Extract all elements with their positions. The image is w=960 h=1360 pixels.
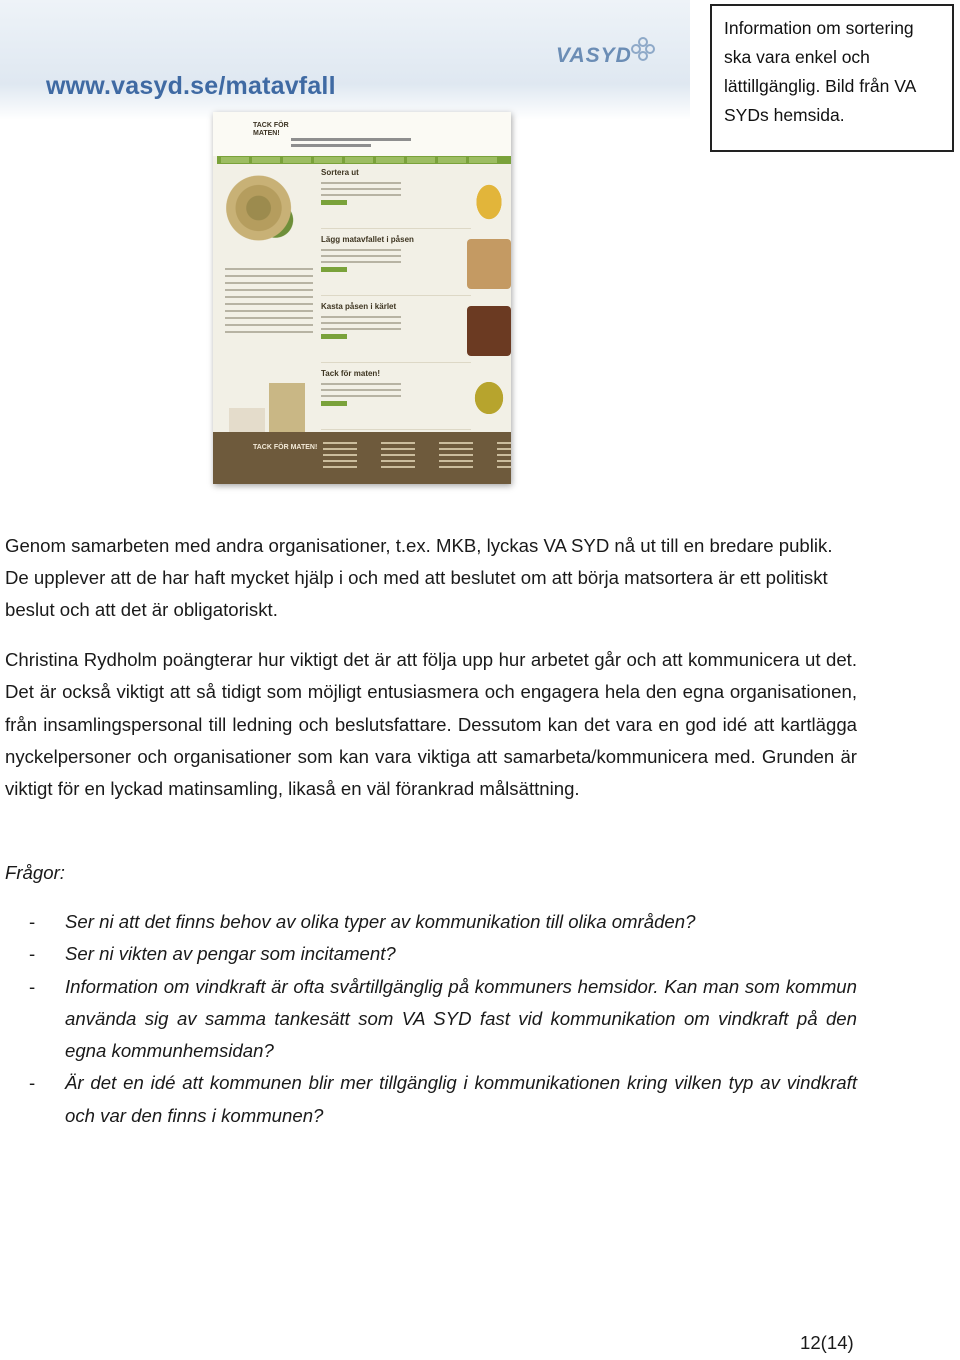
site-card [321,235,471,296]
site-nav-bar [217,156,511,164]
site-card [321,168,471,229]
site-card-button [321,401,347,406]
list-item [5,971,857,1068]
paper-bag-image [467,239,511,289]
site-main-column [321,168,471,436]
website-screenshot [213,112,511,484]
vasyd-logo [556,40,656,72]
site-sidebar-text [225,268,313,338]
site-card-title: Tack för maten! [321,369,380,378]
site-card-button [321,267,347,272]
vasyd-logo-text: VASYD [556,44,632,67]
paragraph-follow-up: Christina Rydholm poängterar hur viktigt det är att följa upp hur arbetet går och att kommunicera ut det. Det är också viktigt att så tidigt som möjligt entusiasmera och engagera hela den egna organisationen, från insamlingspersonal till ledning och beslutsfattare. Dessutom kan det vara en god idé att kartlägga nyckelpersoner och organisationer som kan vara viktiga att samarbeta/kommunicera med. Grunden är viktigt för en lyckad matinsamling, likaså en väl förankrad målsättning. [5,649,857,800]
list-item [5,906,857,938]
image-caption: Information om sortering ska vara enkel och lättillgänglig. Bild från VA SYDs hemsida. [710,4,954,152]
bullet-dash: - [29,1072,36,1094]
banner-url-text: www.vasyd.se/matavfall [46,72,336,100]
site-header-text [291,138,411,150]
bullet-dash: - [29,911,36,932]
question-text: Ser ni vikten av pengar som incitament? [65,943,396,965]
site-card-button [321,200,347,205]
list-item [5,938,857,970]
questions-heading: Frågor: [5,862,65,883]
site-logo-text: TACK FÖR MATEN! [253,122,289,137]
waste-bin-image [467,306,511,356]
site-card-title: Sortera ut [321,168,359,177]
paragraph-collaboration: Genom samarbeten med andra organisationer, t.ex. MKB, lyckas VA SYD nå ut till en bredare publik. De upplever att de har haft mycket hjälp i och med att beslutet om att börja matsortera är ett politiskt beslut och att det är obligatoriskt. [5,535,833,620]
site-card [321,302,471,363]
banana-peel-image [467,172,511,222]
page-number: 12(14) [800,1332,854,1353]
list-item [5,1067,857,1132]
site-sidebar [221,168,319,418]
site-footer-logo: TACK FÖR MATEN! [253,444,318,451]
site-region-map [225,172,309,252]
site-logo [253,122,289,152]
site-card-title: Kasta påsen i kärlet [321,302,397,311]
question-text: Ser ni att det finns behov av olika typer av kommunikation till olika områden? [65,911,696,932]
bullet-dash: - [29,943,36,965]
question-text: Är det en idé att kommunen blir mer tillgänglig i kommunikationen kring vilken typ av vindkraft och var den finns i kommunen? [65,1072,857,1126]
site-card-button [321,334,347,339]
compost-image [467,373,511,423]
site-footer-links [323,442,511,472]
bullet-dash: - [29,975,36,997]
flower-icon [630,36,656,62]
question-text: Information om vindkraft är ofta svårtillgänglig på kommuners hemsidor. Kan man som kommun använda sig av samma tankesätt som VA SYD fast vid kommunikation om vindkraft på den egna kommunhemsidan? [65,975,857,1062]
vasyd-banner-image [0,0,690,120]
questions-list [5,906,857,1132]
site-header [213,112,511,156]
site-footer [213,432,511,484]
site-card [321,369,471,430]
site-card-title: Lägg matavfallet i påsen [321,235,414,244]
